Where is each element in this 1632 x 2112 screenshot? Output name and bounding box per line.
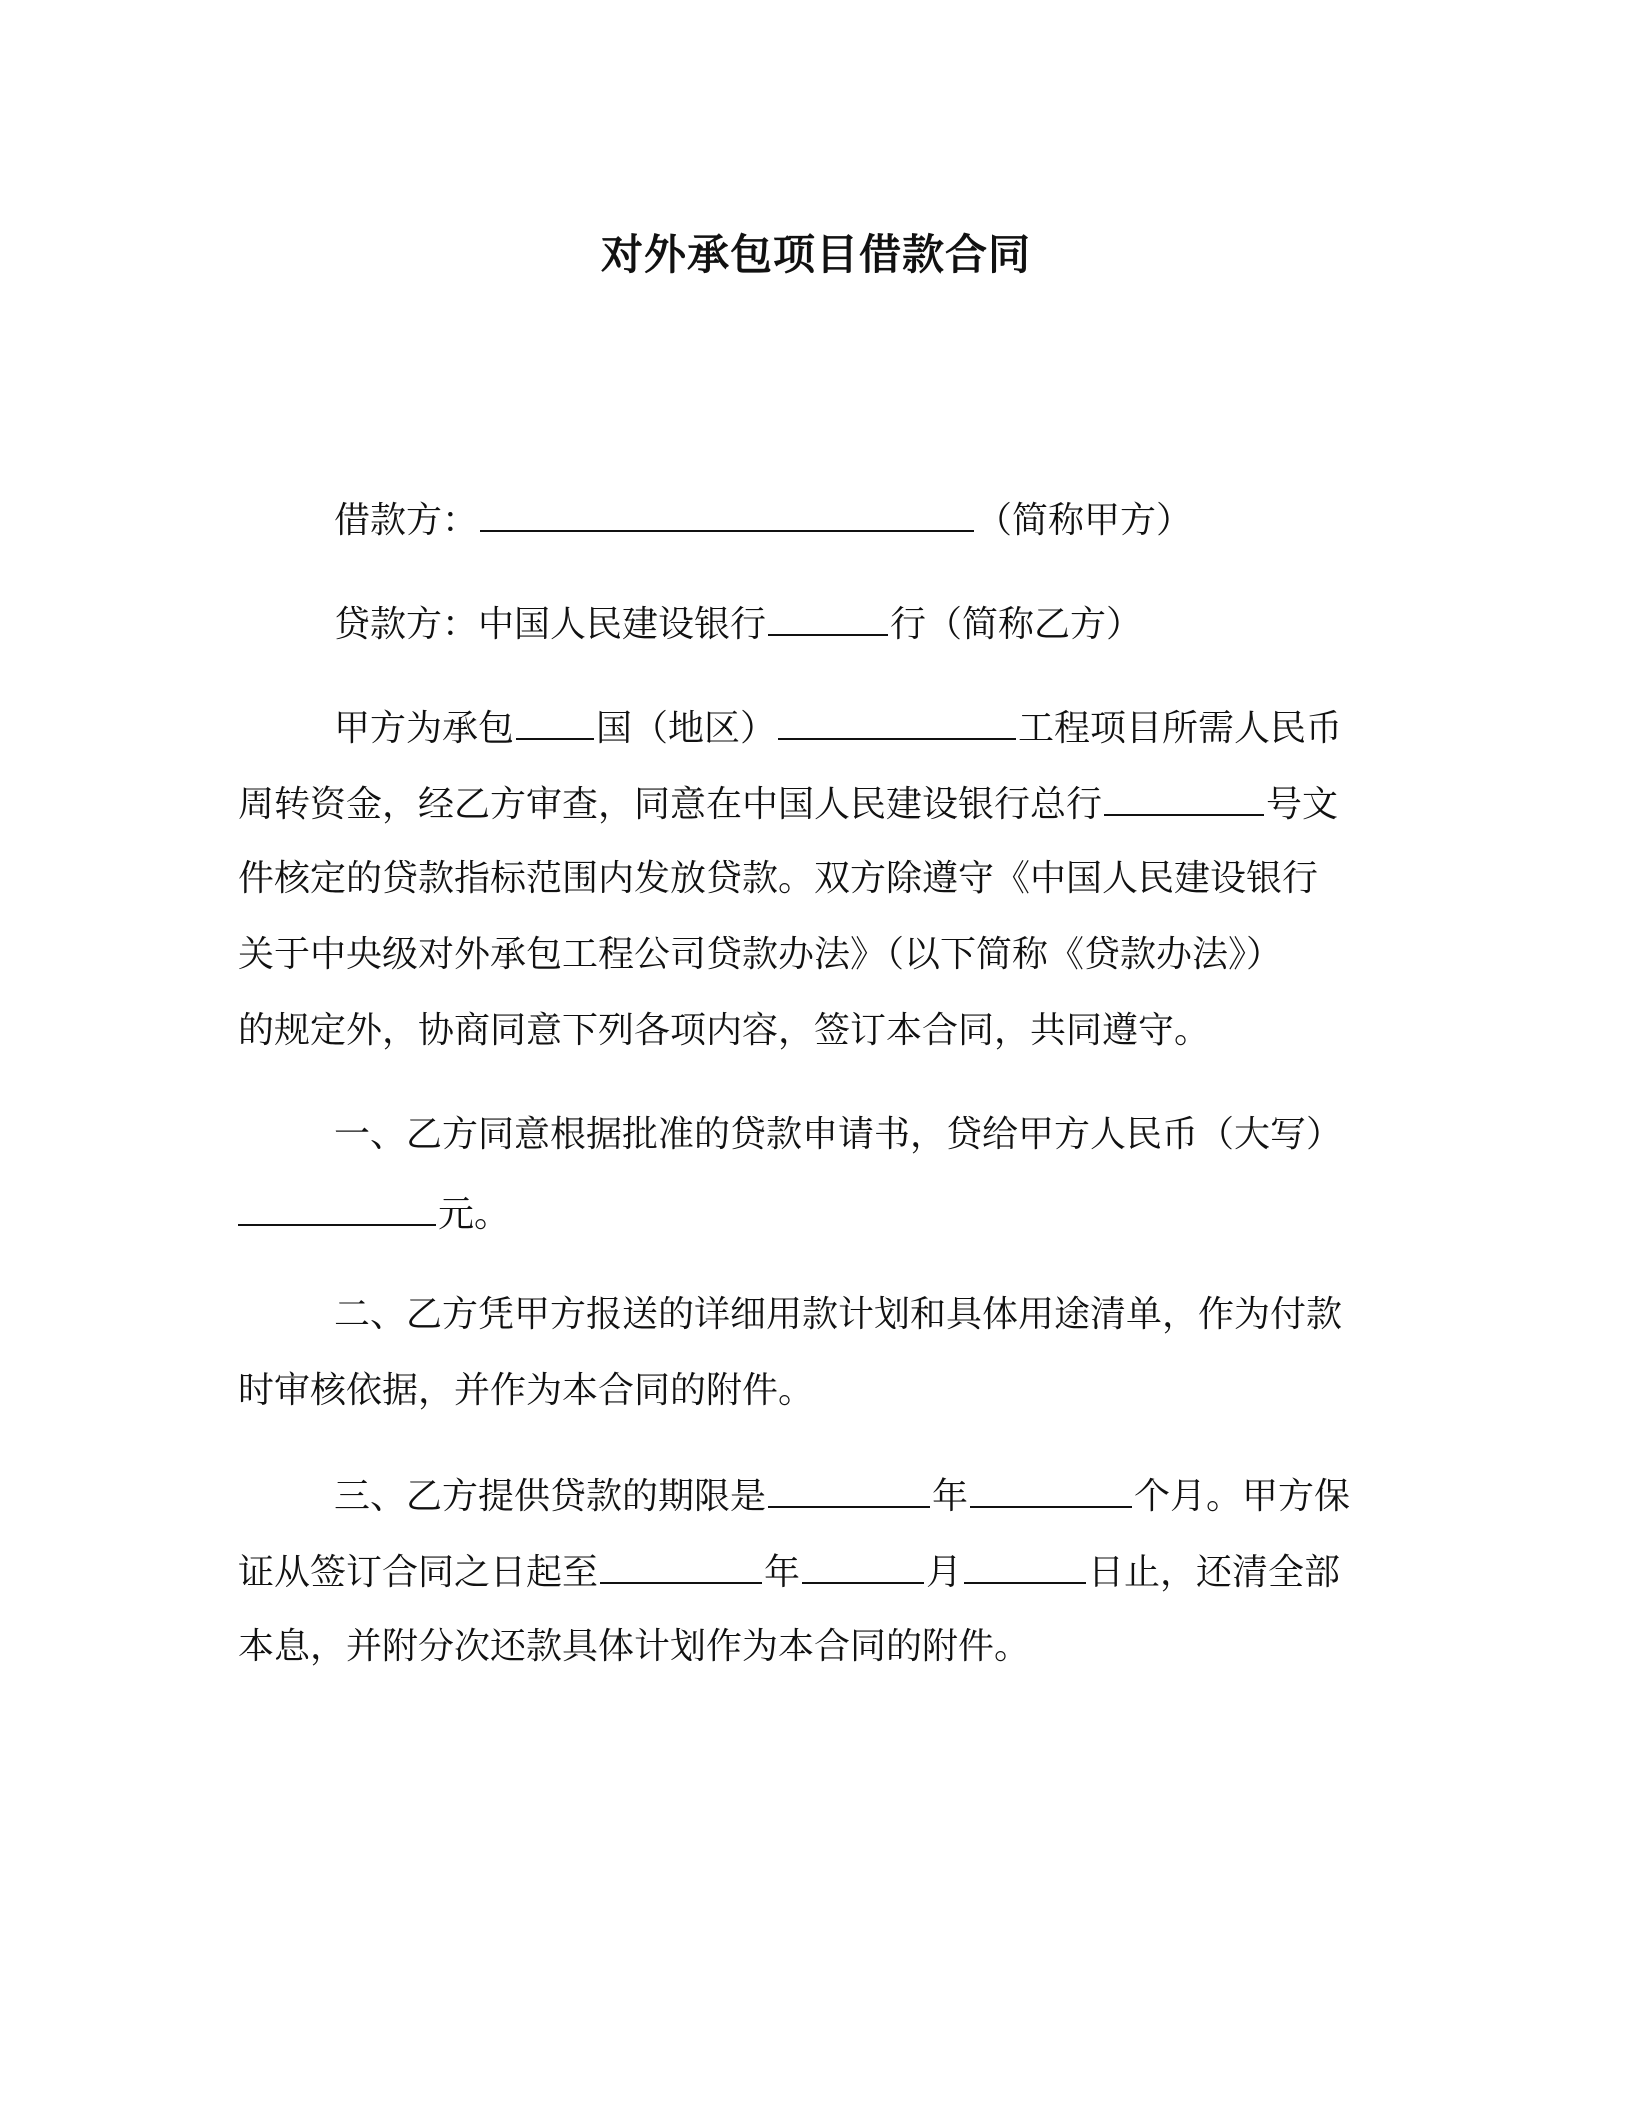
clause-3-text: 个月。甲方保 — [1134, 1476, 1351, 1517]
preamble-text: 甲方为承包 — [334, 708, 515, 749]
country-blank — [516, 702, 594, 740]
clause-3-line-1 — [334, 1470, 1350, 1520]
clause-1-line-2 — [238, 1188, 510, 1238]
preamble-text: 号文 — [1266, 784, 1339, 825]
term-months-blank — [970, 1470, 1132, 1508]
document-number-blank — [1104, 778, 1264, 816]
repay-day-blank — [964, 1546, 1086, 1584]
preamble-line-1 — [334, 702, 1342, 752]
preamble-line-5: 的规定外，协商同意下列各项内容，签订本合同，共同遵守。 — [238, 1010, 1211, 1051]
borrower-label: 借款方： — [334, 500, 479, 541]
document-title: 对外承包项目借款合同 — [600, 230, 1031, 279]
clause-3-text: 三、乙方提供贷款的期限是 — [334, 1476, 767, 1517]
repay-year-blank — [600, 1546, 762, 1584]
clause-3-text: 日止，还清全部 — [1088, 1552, 1341, 1593]
clause-3-text: 证从签订合同之日起至 — [238, 1552, 599, 1593]
lender-line — [334, 598, 1142, 648]
preamble-text: 国（地区） — [596, 708, 777, 749]
clause-3-text: 年 — [764, 1552, 801, 1593]
preamble-line-3: 件核定的贷款指标范围内发放贷款。双方除遵守《中国人民建设银行 — [238, 858, 1319, 899]
project-blank — [778, 702, 1016, 740]
term-years-blank — [768, 1470, 930, 1508]
amount-blank — [238, 1188, 436, 1226]
clause-2-line-1: 二、乙方凭甲方报送的详细用款计划和具体用途清单，作为付款 — [334, 1294, 1343, 1335]
preamble-text: 周转资金，经乙方审查，同意在中国人民建设银行总行 — [238, 784, 1103, 825]
clause-3-line-2 — [238, 1546, 1340, 1596]
preamble-line-2 — [238, 778, 1338, 828]
clause-3-text: 月 — [926, 1552, 963, 1593]
lender-branch-blank — [768, 598, 888, 636]
preamble-text: 工程项目所需人民币 — [1018, 708, 1343, 749]
repay-month-blank — [802, 1546, 924, 1584]
lender-label: 贷款方：中国人民建设银行 — [334, 604, 767, 645]
preamble-line-4: 关于中央级对外承包工程公司贷款办法》（以下简称《贷款办法》） — [238, 934, 1283, 975]
borrower-name-blank — [480, 494, 974, 532]
lender-suffix: 行（简称乙方） — [890, 604, 1143, 645]
clause-1-text: 元。 — [438, 1194, 511, 1235]
clause-2-line-2: 时审核依据，并作为本合同的附件。 — [238, 1370, 815, 1411]
clause-3-line-3: 本息，并附分次还款具体计划作为本合同的附件。 — [238, 1626, 1031, 1667]
borrower-suffix: （简称甲方） — [976, 500, 1193, 541]
borrower-line — [334, 494, 1192, 544]
clause-3-text: 年 — [932, 1476, 969, 1517]
clause-1-line-1: 一、乙方同意根据批准的贷款申请书，贷给甲方人民币（大写） — [334, 1114, 1343, 1155]
